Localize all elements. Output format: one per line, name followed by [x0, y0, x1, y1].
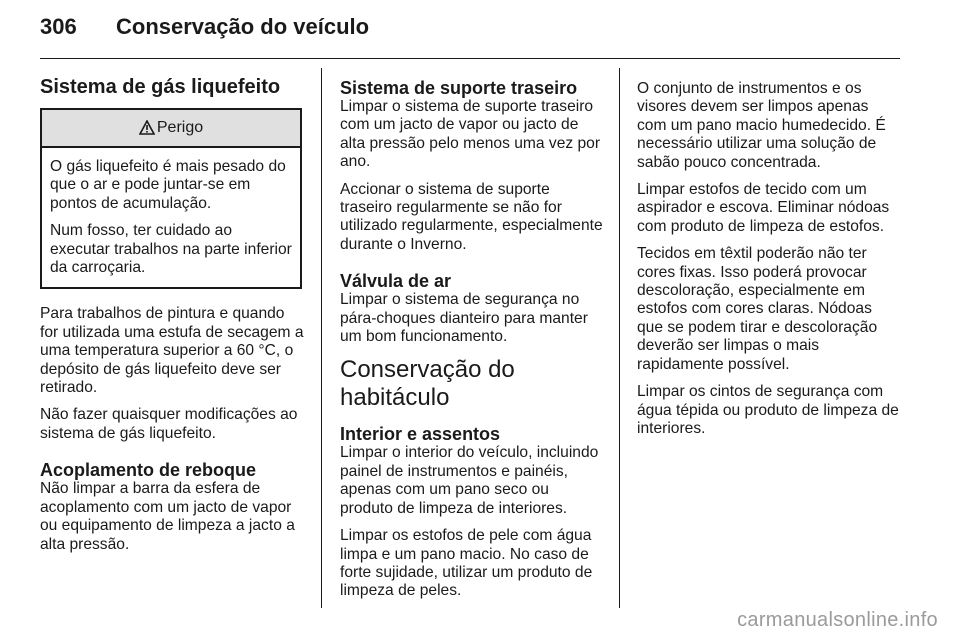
- paragraph: Limpar o sistema de segurança no pára-choques dianteiro para manter um bom funcionamento.: [340, 291, 588, 346]
- subsection-title-air-valve: Válvula de ar: [340, 271, 452, 292]
- column-divider-2: [619, 68, 620, 608]
- paragraph: O conjunto de instrumentos e os visores devem ser limpos apenas com um pano macio humedecido. É necessário utilizar uma solução de sabão pouco concentrada.: [637, 80, 886, 171]
- paragraph: Limpar o interior do veículo, incluindo painel de instrumentos e painéis, apenas com um pano seco ou produto de limpeza de interiores.: [340, 444, 599, 517]
- paragraph: Accionar o sistema de suporte traseiro regularmente se não for utilizado regularmente, especialmente durante o Inverno.: [340, 180, 603, 253]
- warning-text-2: Num fosso, ter cuidado ao executar trabalhos na parte inferior da carroçaria.: [50, 222, 292, 277]
- column-3: [637, 80, 901, 447]
- column-divider-1: [321, 68, 322, 608]
- subsection-title-rear-carrier: Sistema de suporte traseiro: [340, 78, 578, 98]
- paragraph: Limpar o sistema de suporte traseiro com um jacto de vapor ou jacto de alta pressão pelo menos uma vez por ano.: [340, 98, 601, 171]
- paragraph: Limpar os cintos de segurança com água tépida ou produto de limpeza de interiores.: [637, 383, 899, 437]
- subsection-title-interior-seats: Interior e assentos: [340, 424, 501, 445]
- paragraph: Tecidos em têxtil poderão não ter cores fixas. Isso poderá provocar descoloração, especialmente em estofos com cores claras. Nódoas que se podem tirar e descoloração deverão ser limpas o mais rapidamente possível.: [637, 245, 878, 373]
- warning-triangle-icon: [139, 120, 155, 135]
- warning-label: Perigo: [156, 119, 204, 136]
- watermark: carmanualsonline.info: [737, 609, 938, 631]
- page-title: Conservação do veículo: [116, 14, 370, 39]
- section-title-lpg: Sistema de gás liquefeito: [40, 76, 281, 98]
- header-rule: [40, 58, 900, 59]
- page-header: [40, 14, 369, 40]
- warning-header: [42, 110, 300, 148]
- warning-body: [42, 148, 300, 287]
- paragraph: Para trabalhos de pintura e quando for utilizada uma estufa de secagem a uma temperatura superior a 60 °C, o depósito de gás liquefeito deve ser retirado.: [40, 305, 304, 397]
- section-title-interior-care: Conservação do habitáculo: [340, 356, 515, 412]
- column-1: [40, 76, 304, 563]
- paragraph: Não fazer quaisquer modificações ao sistema de gás liquefeito.: [40, 406, 298, 442]
- warning-text-1: O gás liquefeito é mais pesado do que o ar e pode juntar-se em pontos de acumulação.: [50, 158, 286, 212]
- warning-box: [40, 108, 302, 289]
- paragraph: Não limpar a barra da esfera de acoplamento com um jacto de vapor ou equipamento de limpeza a jacto a alta pressão.: [40, 480, 295, 553]
- column-2: [340, 78, 604, 610]
- page-number: 306: [40, 14, 77, 39]
- paragraph: Limpar os estofos de pele com água limpa e um pano macio. No caso de forte sujidade, utilizar um produto de limpeza de peles.: [340, 527, 593, 600]
- paragraph: Limpar estofos de tecido com um aspirador e escova. Eliminar nódoas com produto de limpeza de estofos.: [637, 181, 890, 235]
- subsection-title-tow-hitch: Acoplamento de reboque: [40, 460, 257, 481]
